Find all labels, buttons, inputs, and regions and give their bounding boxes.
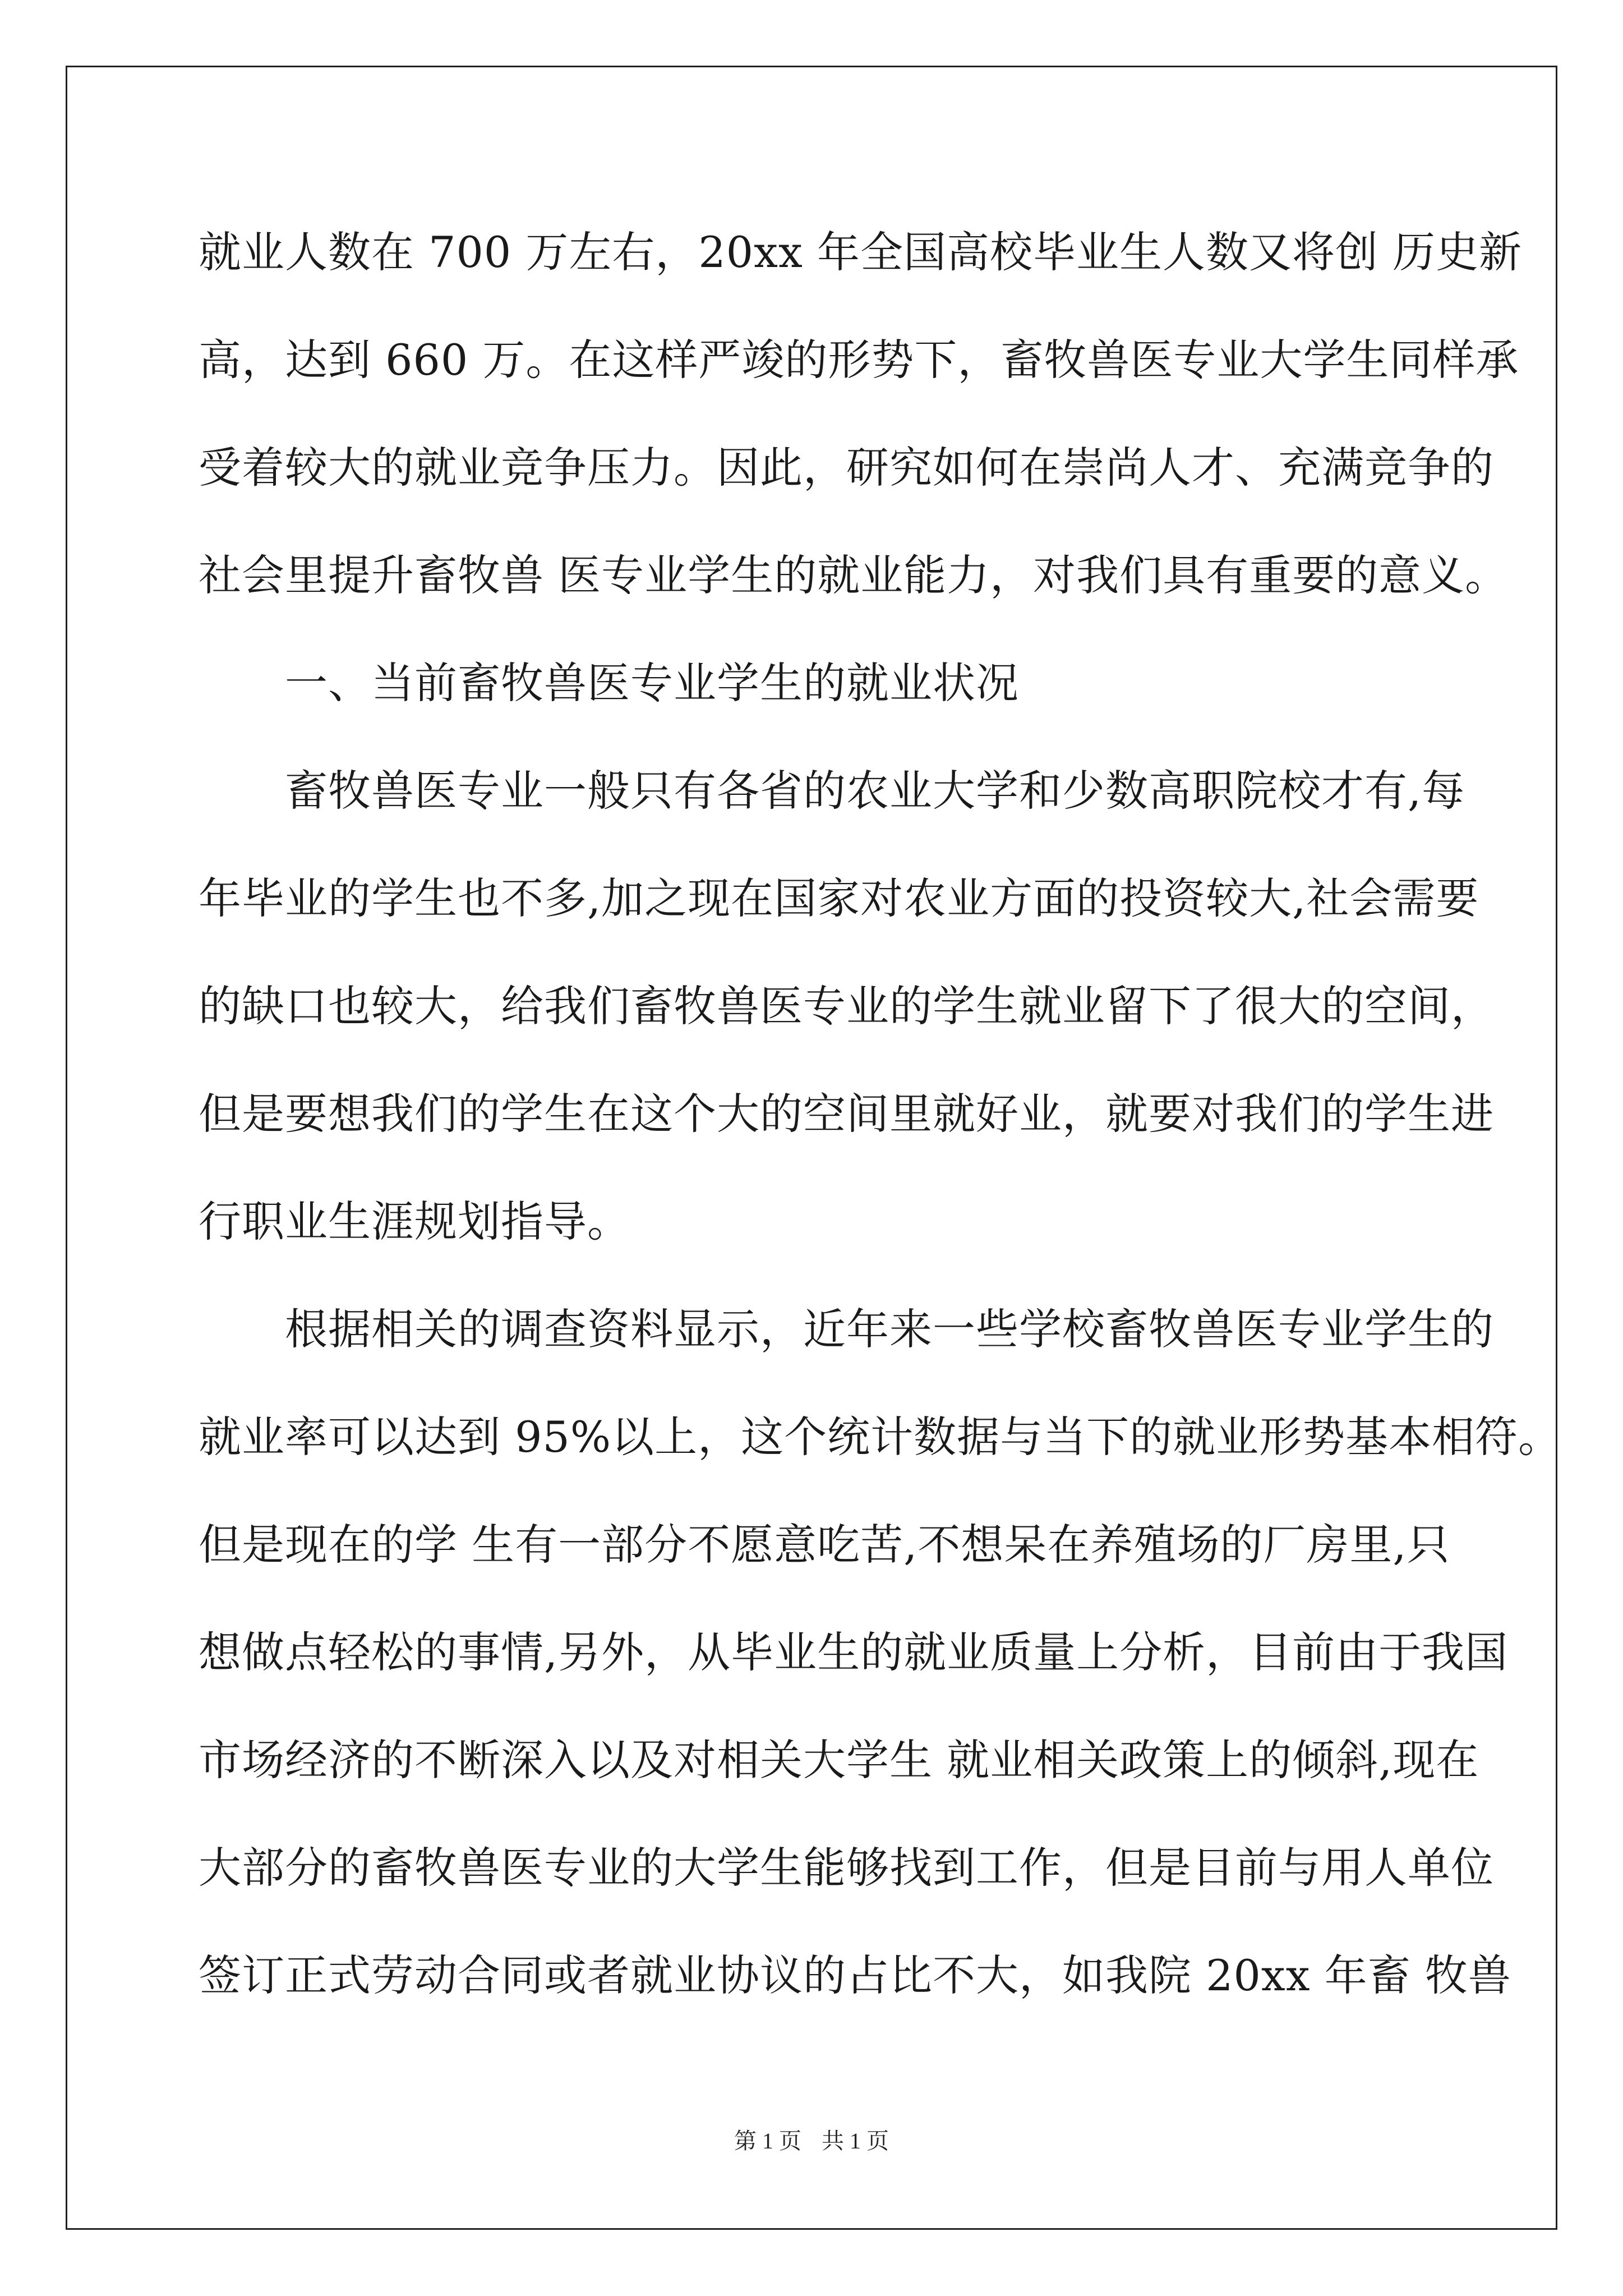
document-body	[199, 210, 1562, 2041]
text-line: 根据相关的调查资料显示，近年来一些学校畜牧兽医专业学生的	[199, 1304, 1494, 1354]
text-line: 但是要想我们的学生在这个大的空间里就好业，就要对我们的学生进	[199, 1089, 1494, 1139]
page-number: 第 1 页	[734, 2128, 801, 2154]
text-line: 但是现在的学 生有一部分不愿意吃苦,不想呆在养殖场的厂房里,只	[199, 1520, 1450, 1570]
text-line: 社会里提升畜牧兽 医专业学生的就业能力，对我们具有重要的意义。	[199, 550, 1509, 600]
text-line: 的缺口也较大，给我们畜牧兽医专业的学生就业留下了很大的空间，	[199, 981, 1494, 1031]
text-line: 签订正式劳动合同或者就业协议的占比不大，如我院 20xx 年畜 牧兽	[199, 1950, 1511, 2000]
page-footer	[0, 2123, 1623, 2155]
text-line: 市场经济的不断深入以及对相关大学生 就业相关政策上的倾斜,现在	[199, 1735, 1479, 1785]
text-line: 畜牧兽医专业一般只有各省的农业大学和少数高职院校才有,每	[199, 766, 1465, 816]
text-line: 受着较大的就业竞争压力。因此，研究如何在崇尚人才、充满竞争的	[199, 443, 1494, 493]
total-pages: 共 1 页	[822, 2128, 889, 2154]
text-line: 想做点轻松的事情,另外，从毕业生的就业质量上分析，目前由于我国	[199, 1627, 1509, 1677]
text-line: 大部分的畜牧兽医专业的大学生能够找到工作，但是目前与用人单位	[199, 1843, 1494, 1893]
text-line: 行职业生涯规划指导。	[199, 1197, 630, 1246]
text-line: 就业率可以达到 95%以上，这个统计数据与当下的就业形势基本相符。	[199, 1412, 1562, 1462]
text-line: 高，达到 660 万。在这样严竣的形势下，畜牧兽医专业大学生同样承	[199, 335, 1519, 385]
section-heading: 一、当前畜牧兽医专业学生的就业状况	[199, 658, 1019, 708]
text-line: 年毕业的学生也不多,加之现在国家对农业方面的投资较大,社会需要	[199, 873, 1479, 923]
text-line: 就业人数在 700 万左右，20xx 年全国高校毕业生人数又将创 历史新	[199, 227, 1523, 277]
